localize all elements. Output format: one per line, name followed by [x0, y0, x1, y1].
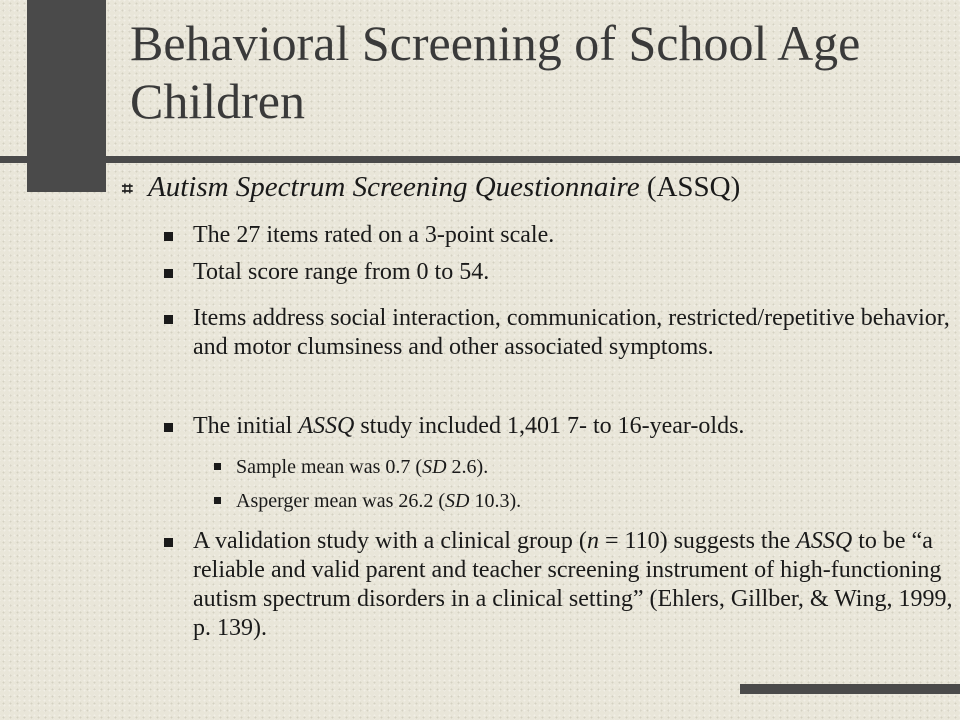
- list-item-post: study included 1,401 7- to 16-year-olds.: [354, 413, 745, 439]
- list-item-text: The 27 items rated on a 3-point scale.: [193, 222, 555, 248]
- slide-title: Behavioral Screening of School Age Children: [130, 15, 861, 129]
- validation-part-2: = 110) suggests the: [598, 528, 797, 554]
- decorative-vertical-bar: [27, 0, 106, 192]
- list-item-validation: [193, 527, 953, 643]
- sub-item-italic: SD: [445, 490, 470, 512]
- list-item-pre: The initial: [193, 413, 299, 439]
- decorative-bottom-bar: [740, 684, 960, 694]
- validation-part-1: A validation study with a clinical group (: [193, 528, 587, 554]
- square-bullet-icon: [164, 423, 173, 432]
- validation-n: n: [586, 528, 599, 554]
- sub-list-item: [236, 455, 936, 479]
- main-bullet: [122, 170, 938, 204]
- square-bullet-icon: [164, 232, 173, 241]
- hash-bullet-icon: ⌗: [122, 178, 133, 200]
- list-item: [193, 304, 953, 362]
- square-bullet-icon: [164, 315, 173, 324]
- list-item-italic: ASSQ: [298, 413, 355, 439]
- sub-item-pre: Asperger mean was 26.2 (: [236, 490, 446, 512]
- list-item-text: Items address social interaction, communication, restricted/repetitive behavior, and motor clumsiness and other associated symptoms.: [193, 305, 950, 360]
- validation-assq: ASSQ: [796, 528, 853, 554]
- validation-part-3: to be “a reliable and valid parent and teacher screening instrument of high-functioning autism spectrum disorders in a clinical setting” (Ehlers, Gillber, & Wing, 1999, p. 139).: [193, 528, 953, 641]
- sub-list-item: [236, 489, 936, 513]
- main-bullet-italic: Autism Spectrum Screening Questionnaire: [148, 171, 640, 203]
- small-square-bullet-icon: [214, 497, 221, 504]
- sub-item-post: 2.6).: [446, 456, 489, 478]
- decorative-horizontal-bar: [0, 156, 960, 163]
- square-bullet-icon: [164, 538, 173, 547]
- sub-item-post: 10.3).: [469, 490, 522, 512]
- square-bullet-icon: [164, 269, 173, 278]
- list-item: [193, 258, 953, 287]
- sub-item-italic: SD: [422, 456, 447, 478]
- list-item: [193, 221, 953, 250]
- list-item-text: Total score range from 0 to 54.: [193, 259, 490, 285]
- small-square-bullet-icon: [214, 463, 221, 470]
- list-item: [193, 412, 953, 441]
- main-bullet-rest: (ASSQ): [639, 171, 741, 203]
- sub-item-pre: Sample mean was 0.7 (: [236, 456, 423, 478]
